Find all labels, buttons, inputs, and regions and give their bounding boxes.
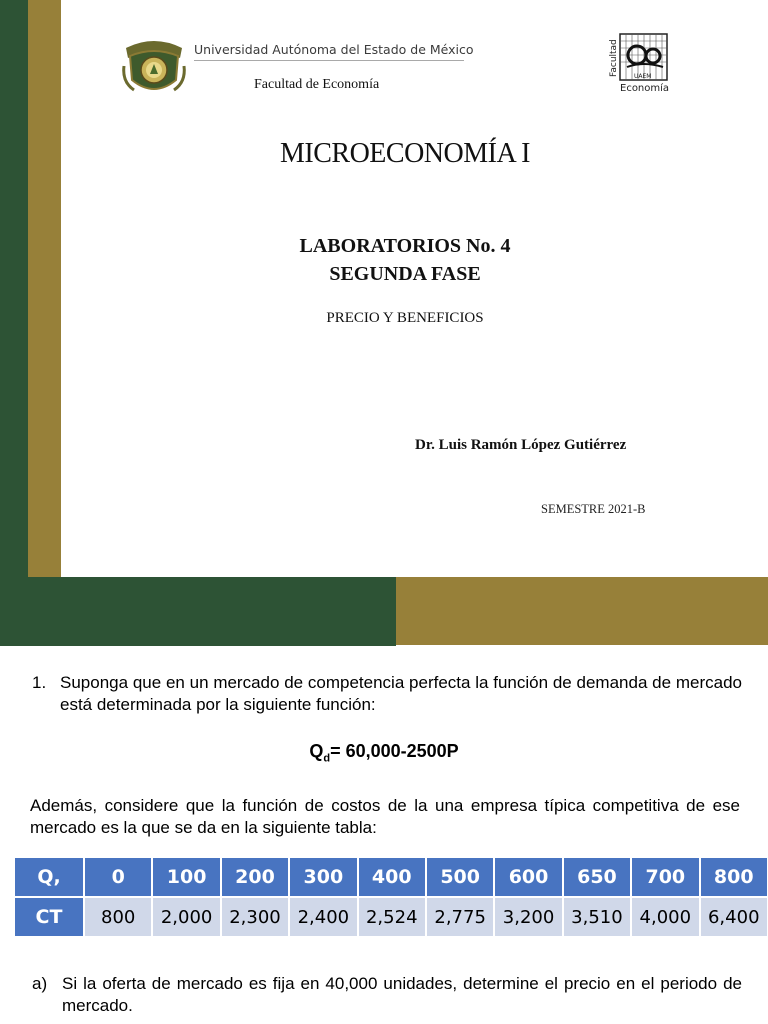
formula-subscript: d [323, 752, 331, 765]
table-cell: 3,200 [494, 897, 562, 937]
university-divider [194, 60, 464, 61]
part-a [32, 973, 742, 1017]
table-header-cell: 500 [426, 857, 494, 897]
table-cell: 2,524 [358, 897, 426, 937]
problem-text: Suponga que en un mercado de competencia perfecta la función de demanda de mercado está determinada por la siguiente función: [60, 673, 742, 714]
table-header-cell: 650 [563, 857, 631, 897]
problem-statement [32, 672, 742, 716]
faculty-logo [607, 33, 673, 95]
lab-subject: PRECIO Y BENEFICIOS [326, 310, 484, 326]
table-cell: 3,510 [563, 897, 631, 937]
demand-formula [0, 741, 768, 765]
table-header-cell: 800 [700, 857, 768, 897]
formula-lhs: Q [309, 741, 324, 761]
table-cell: 800 [84, 897, 152, 937]
table-row [14, 897, 768, 937]
faculty-name: Facultad de Economía [254, 77, 380, 92]
table-header-label: Q, [14, 857, 84, 897]
semester-label: SEMESTRE 2021-B [541, 502, 646, 516]
part-a-text: Si la oferta de mercado es fija en 40,000 unidades, determine el precio en el periodo de mercado. [62, 974, 742, 1015]
table-cell: 2,400 [289, 897, 357, 937]
table-header-row [14, 857, 768, 897]
cost-paragraph: Además, considere que la función de costos de la una empresa típica competitiva de ese mercado es la que se da en la siguiente tabla: [30, 796, 740, 837]
table-header-cell: 700 [631, 857, 699, 897]
table-header-cell: 600 [494, 857, 562, 897]
faculty-logo-icon [607, 33, 673, 95]
part-a-label: a) [32, 974, 48, 993]
table-cell: 4,000 [631, 897, 699, 937]
university-name: Universidad Autónoma del Estado de México [194, 42, 474, 57]
table-header-cell: 300 [289, 857, 357, 897]
gold-band-left [28, 0, 61, 577]
table-cell: 2,300 [221, 897, 289, 937]
faculty-logo-small-text: UAEM [634, 73, 652, 80]
lab-heading-line1: LABORATORIOS No. 4 [299, 235, 511, 257]
author-name: Dr. Luis Ramón López Gutiérrez [415, 437, 627, 453]
gold-band-bottom [396, 577, 768, 645]
faculty-logo-bottom-text: Economía [620, 83, 670, 94]
table-cell: 2,775 [426, 897, 494, 937]
cost-table [13, 856, 768, 938]
problem-number: 1. [32, 673, 47, 692]
university-seal-icon [120, 36, 188, 96]
table-header-cell: 200 [221, 857, 289, 897]
green-band-bottom [0, 577, 396, 646]
table-row-label: CT [14, 897, 84, 937]
lab-heading-line2: SEGUNDA FASE [329, 263, 481, 285]
lab-heading [0, 232, 768, 288]
table-header-cell: 0 [84, 857, 152, 897]
formula-rhs: = 60,000-2500P [330, 741, 459, 761]
faculty-logo-vertical-text: Facultad [609, 39, 619, 77]
table-header-cell: 400 [358, 857, 426, 897]
table-header-cell: 100 [152, 857, 220, 897]
table-cell: 6,400 [700, 897, 768, 937]
table-cell: 2,000 [152, 897, 220, 937]
course-title: MICROECONOMÍA I [280, 138, 530, 169]
